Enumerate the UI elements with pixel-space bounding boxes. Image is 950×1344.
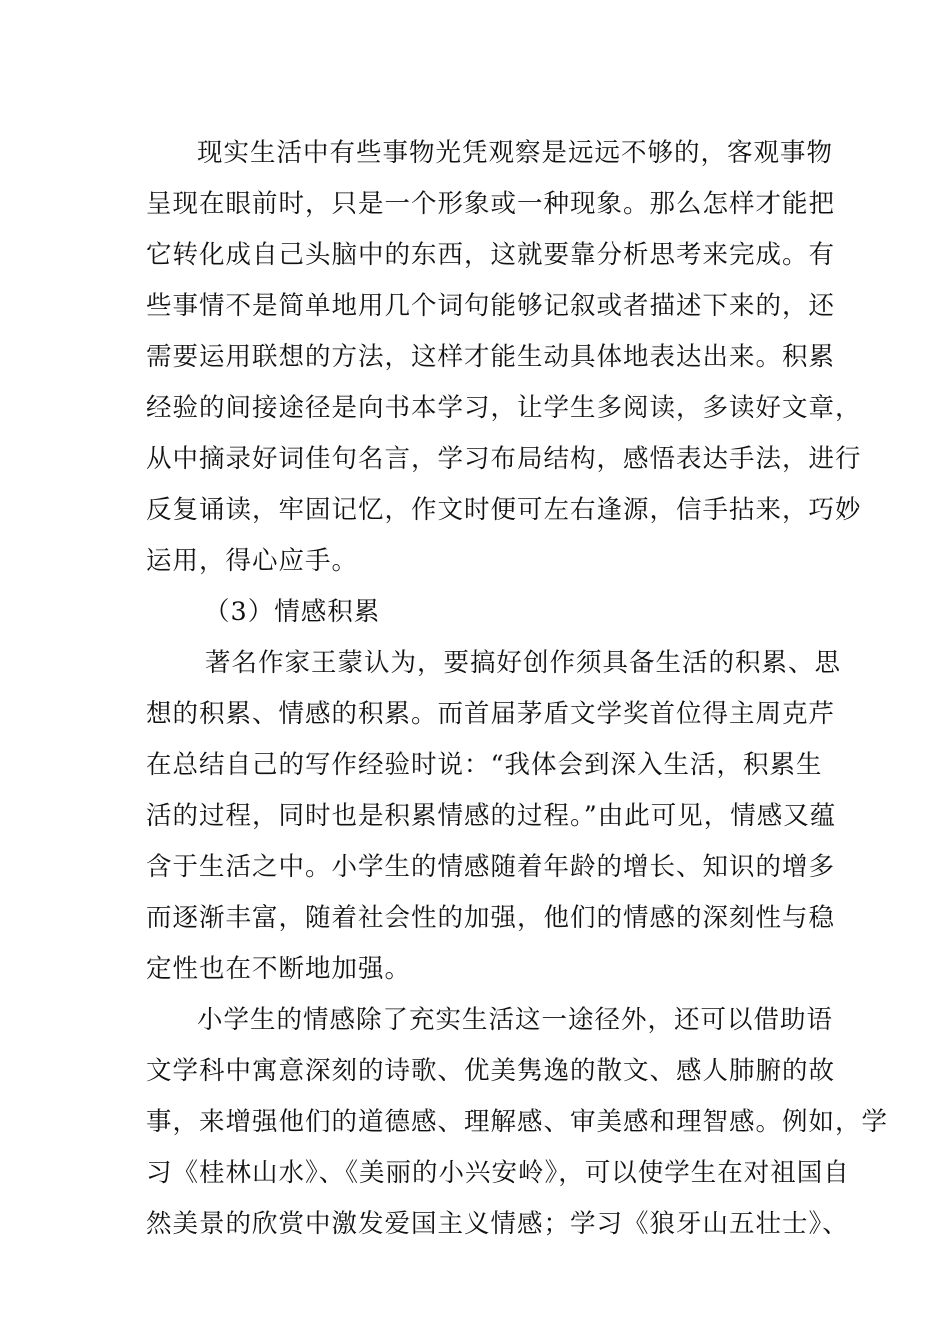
paragraph-line: 它转化成自己头脑中的东西，这就要靠分析思考来完成。有 <box>146 240 836 270</box>
paragraph-line: 著名作家王蒙认为，要搞好创作须具备生活的积累、思 <box>205 648 842 678</box>
body-text <box>146 128 889 1250</box>
paragraph-line: 文学科中寓意深刻的诗歌、优美隽逸的散文、感人肺腑的故 <box>146 1056 836 1086</box>
paragraph-line: 些事情不是简单地用几个词句能够记叙或者描述下来的，还 <box>146 291 836 321</box>
paragraph-line: 活的过程，同时也是积累情感的过程。”由此可见，情感又蕴 <box>146 801 837 831</box>
paragraph-line: 定性也在不断地加强。 <box>146 954 412 984</box>
paragraph-line: 现实生活中有些事物光凭观察是远远不够的，客观事物 <box>197 138 834 168</box>
paragraph-line: 经验的间接途径是向书本学习，让学生多阅读，多读好文章， <box>146 393 862 423</box>
paragraph-line: 小学生的情感除了充实生活这一途径外，还可以借助语 <box>197 1005 834 1035</box>
paragraph-line: 在总结自己的写作经验时说：“我体会到深入生活，积累生 <box>146 750 823 780</box>
paragraph-line: 然美景的欣赏中激发爱国主义情感；学习《狼牙山五壮士》、 <box>146 1209 849 1239</box>
paragraph-line: 反复诵读，牢固记忆，作文时便可左右逢源，信手拈来，巧妙 <box>146 495 862 525</box>
paragraph-line: 需要运用联想的方法，这样才能生动具体地表达出来。积累 <box>146 342 836 372</box>
paragraph-line: 事，来增强他们的道德感、理解感、审美感和理智感。例如，学 <box>146 1107 889 1137</box>
paragraph-line: 想的积累、情感的积累。而首届茅盾文学奖首位得主周克芹 <box>146 699 836 729</box>
paragraph-line: 运用，得心应手。 <box>146 546 359 576</box>
paragraph-line: 从中摘录好词佳句名言，学习布局结构，感悟表达手法，进行 <box>146 444 862 474</box>
section-heading: （3）情感积累 <box>204 597 381 627</box>
paragraph-line: 习《桂林山水》、《美丽的小兴安岭》，可以使学生在对祖国自 <box>146 1158 850 1188</box>
paragraph-line: 含于生活之中。小学生的情感随着年龄的增长、知识的增多 <box>146 852 836 882</box>
paragraph-line: 而逐渐丰富，随着社会性的加强，他们的情感的深刻性与稳 <box>146 903 836 933</box>
paragraph-line: 呈现在眼前时，只是一个形象或一种现象。那么怎样才能把 <box>146 189 836 219</box>
